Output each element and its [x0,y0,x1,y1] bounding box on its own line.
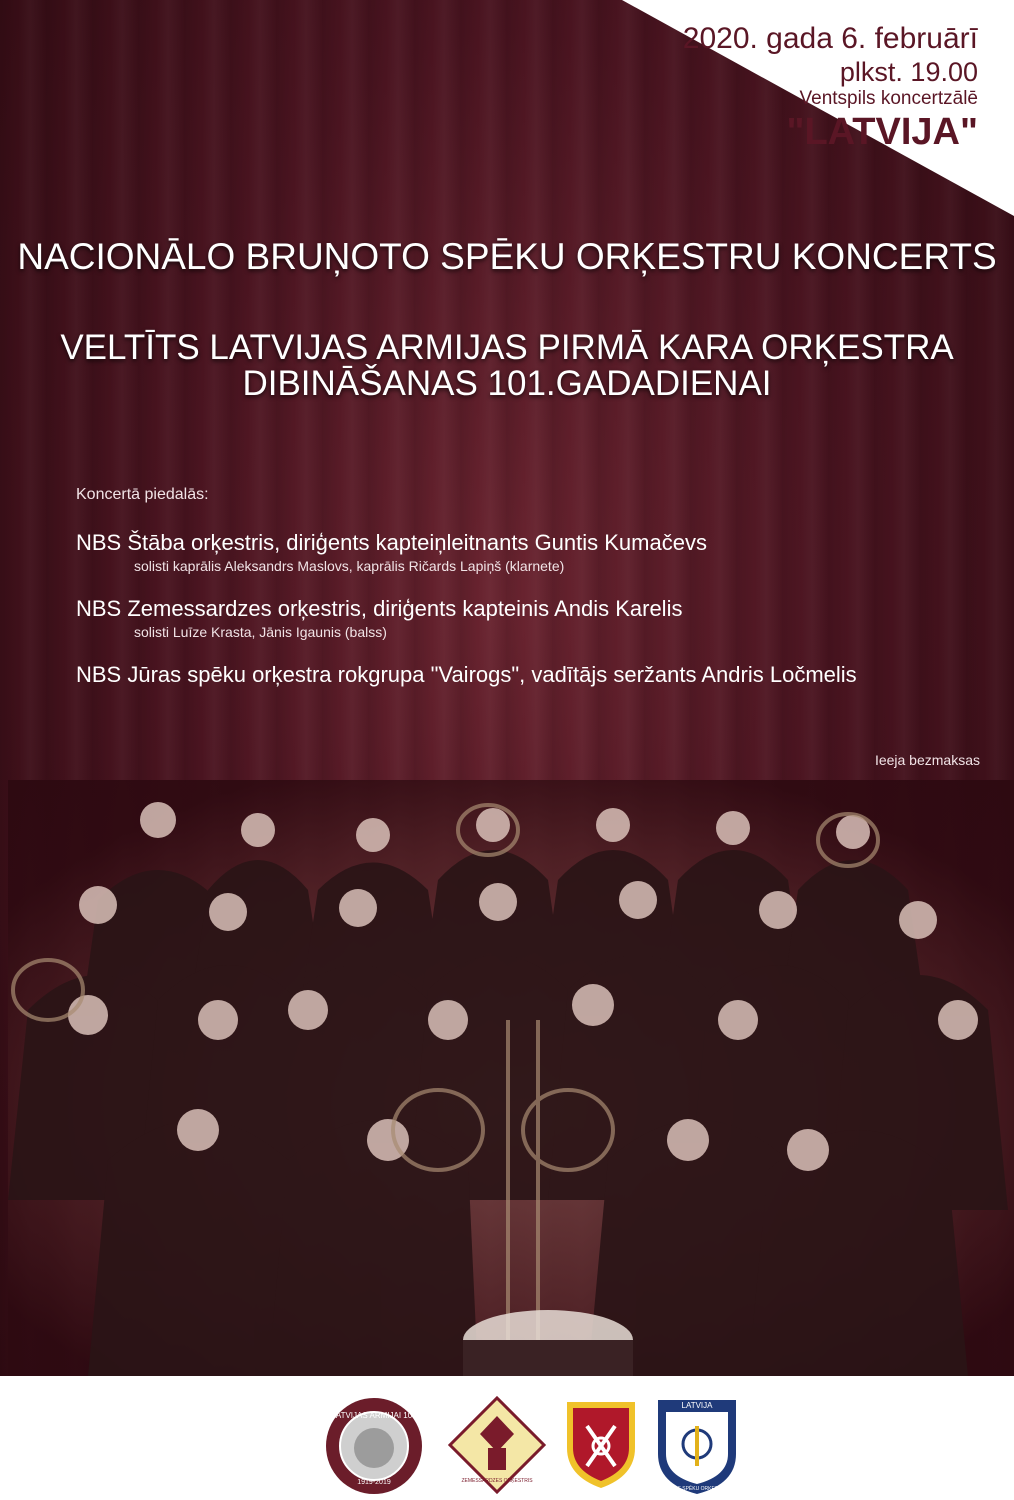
zemessardze-text: ZEMESSARDZES ORĶESTRIS [461,1478,533,1484]
entry-note: Ieeja bezmaksas [874,752,980,768]
dedication-line-1: VELTĪTS LATVIJAS ARMIJAS PIRMĀ KARA ORĶESTRA [60,328,954,367]
army-100-logo [318,1396,430,1496]
participant-main: NBS Štāba orķestris, diriģents kapteiņleitnants Guntis Kumačevs [76,530,707,555]
army-100-years: 1919-2019 [357,1479,391,1486]
event-venue-name: "LATVIJA" [786,111,978,154]
dedication-line-2: DIBINĀŠANAS 101.GADADIENAI [242,363,772,403]
navy-bottom-text: JŪRAS SPĒKU ORĶESTRIS [664,1486,730,1492]
footer-logos [0,1376,1014,1500]
navy-top-text: LATVIJA [681,1401,713,1410]
poster-headline: NACIONĀLO BRUŅOTO SPĒKU ORĶESTRU KONCERTS [17,236,997,277]
participant-main: NBS Zemessardzes orķestris, diriģents kapteinis Andis Karelis [76,596,683,621]
orchestra-photo [8,780,1014,1376]
navy-orchestra-shield-icon [654,1396,740,1496]
participant-soloists: solisti Luīze Krasta, Jānis Igaunis (balss) [134,624,387,640]
poster-dedication [0,330,1014,401]
participant-item [76,662,976,688]
event-time: plkst. 19.00 [839,56,978,87]
participants-lead: Koncertā piedalās: [76,486,209,503]
event-venue: Ventspils koncertzālē [799,87,978,109]
participant-item [76,530,976,574]
participants-section [76,486,976,710]
event-date: 2020. gada 6. februārī [682,22,978,55]
staff-orchestra-shield-icon [563,1396,639,1490]
event-details [648,22,978,155]
participant-item [76,596,976,640]
orchestra-photo-illustration [8,780,1014,1376]
participant-main: NBS Jūras spēku orķestra rokgrupa "Vairogs", vadītājs seržants Andris Ločmelis [76,662,857,687]
participant-soloists: solisti kaprālis Aleksandrs Maslovs, kaprālis Ričards Lapiņš (klarnete) [134,558,565,574]
army-100-text: LATVIJAS ARMIJAI 100 [331,1411,417,1420]
zemessardze-orchestra-logo [448,1396,546,1494]
